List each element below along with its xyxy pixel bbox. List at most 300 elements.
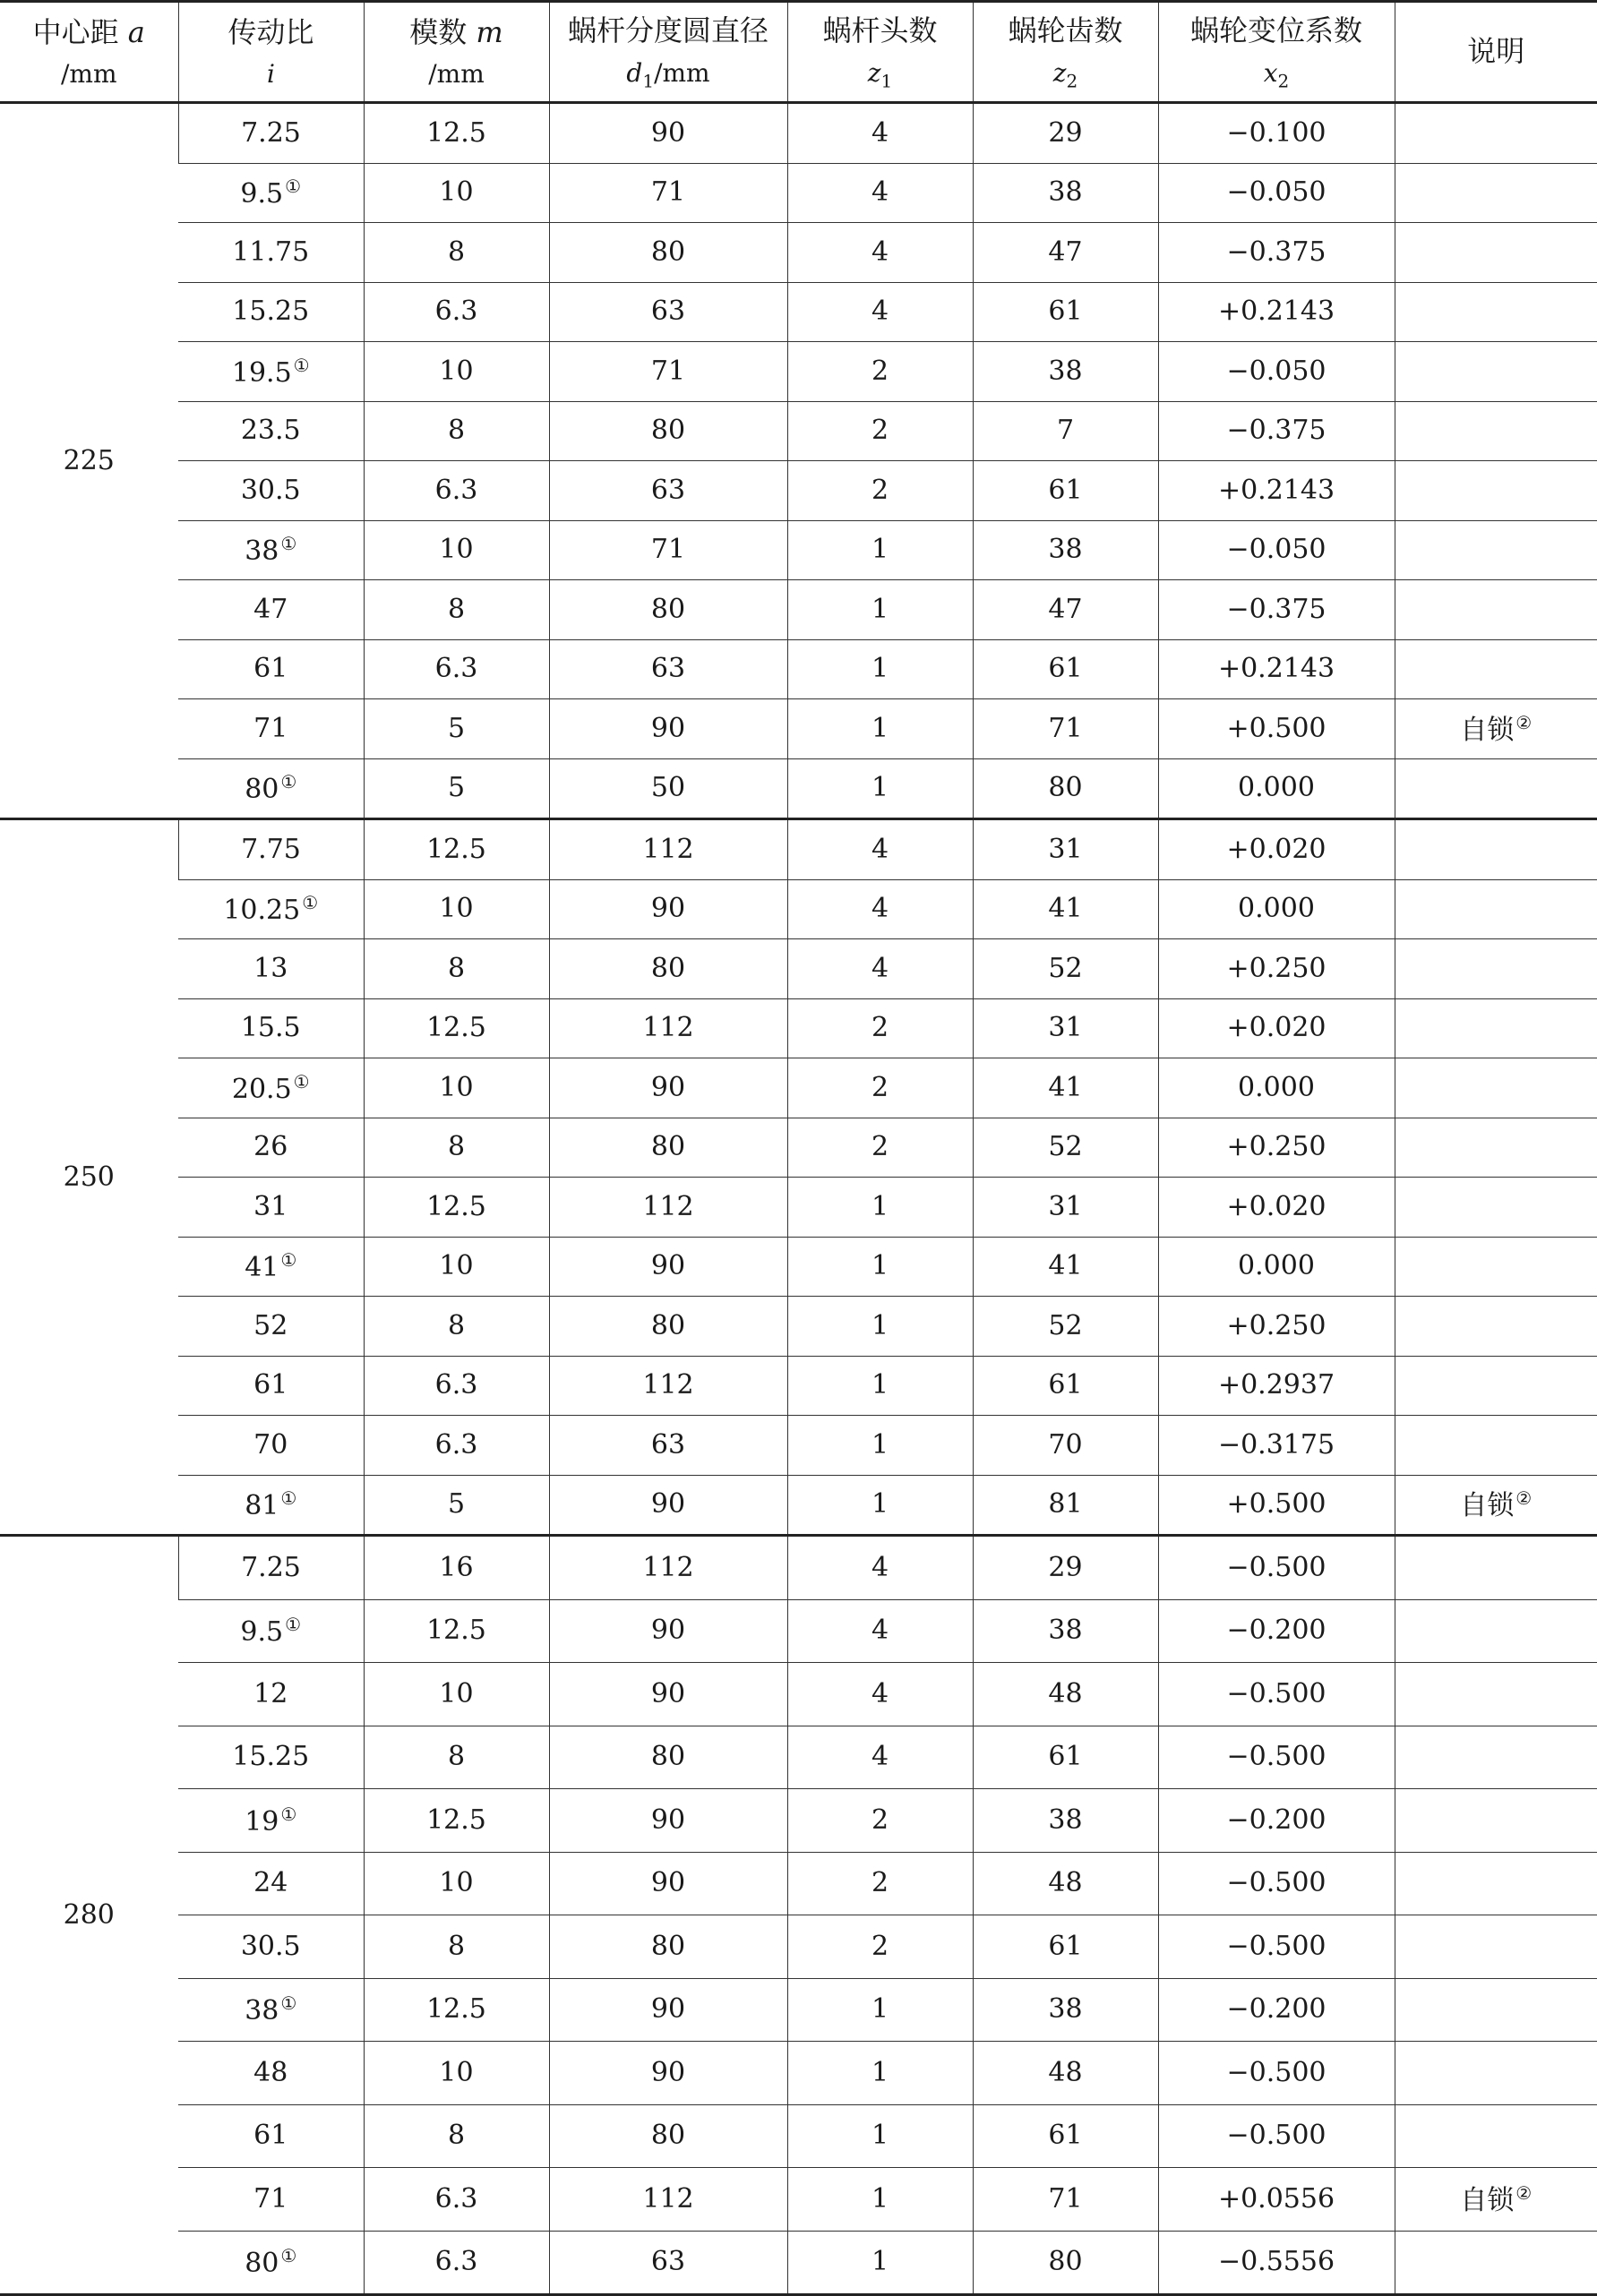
footnote-marker-2: ② <box>1515 1487 1533 1510</box>
footnote-marker-1: ① <box>280 1249 297 1272</box>
module-cell: 10 <box>364 163 549 223</box>
remarks-cell <box>1395 1118 1597 1178</box>
worm-diameter-cell: 50 <box>549 758 787 819</box>
table-row <box>0 1726 1597 1789</box>
footnote-marker-2: ② <box>1515 2181 1533 2204</box>
worm-starts-cell: 1 <box>787 2042 973 2105</box>
remarks-cell <box>1395 1663 1597 1726</box>
module-cell: 10 <box>364 342 549 402</box>
table-row <box>0 1915 1597 1979</box>
wheel-teeth-cell: 61 <box>973 461 1158 521</box>
header-wheel-teeth: 蜗轮齿数 $z_2$ <box>973 2 1158 103</box>
ratio-cell <box>178 580 364 640</box>
table-row <box>0 2104 1597 2168</box>
wheel-teeth-cell: 61 <box>973 282 1158 342</box>
worm-starts-cell: 2 <box>787 1058 973 1118</box>
worm-diameter-cell: 112 <box>549 819 787 880</box>
ratio-cell <box>178 1915 364 1979</box>
worm-starts-cell: 1 <box>787 2104 973 2168</box>
wheel-teeth-cell: 31 <box>973 1178 1158 1238</box>
worm-diameter-cell: 63 <box>549 2231 787 2295</box>
shift-coefficient-cell: +0.2143 <box>1158 639 1395 699</box>
ratio-cell <box>178 1475 364 1536</box>
shift-coefficient-cell: +0.250 <box>1158 1297 1395 1357</box>
module-cell: 12.5 <box>364 1789 549 1853</box>
module-cell: 8 <box>364 939 549 999</box>
shift-coefficient-cell: −0.375 <box>1158 401 1395 461</box>
shift-coefficient-cell: +0.020 <box>1158 998 1395 1058</box>
remarks-cell <box>1395 939 1597 999</box>
module-cell: 6.3 <box>364 1416 549 1476</box>
wheel-teeth-cell: 48 <box>973 1852 1158 1915</box>
ratio-cell <box>178 1663 364 1726</box>
wheel-teeth-cell: 52 <box>973 1297 1158 1357</box>
ratio-value: 30.5 <box>240 1930 301 1962</box>
remarks-cell <box>1395 758 1597 819</box>
wheel-teeth-cell: 80 <box>973 2231 1158 2295</box>
ratio-cell <box>178 639 364 699</box>
module-cell: 12.5 <box>364 998 549 1058</box>
header-worm-starts: 蜗杆头数 $z_1$ <box>787 2 973 103</box>
module-cell: 5 <box>364 758 549 819</box>
footnote-marker-1: ① <box>293 354 310 376</box>
remarks-cell <box>1395 1297 1597 1357</box>
ratio-value: 47 <box>253 593 288 625</box>
table-row <box>0 1118 1597 1178</box>
module-cell: 6.3 <box>364 1356 549 1416</box>
wheel-teeth-cell: 52 <box>973 1118 1158 1178</box>
table-row <box>0 223 1597 283</box>
footnote-marker-1: ① <box>280 2245 297 2267</box>
remarks-cell <box>1395 163 1597 223</box>
ratio-cell <box>178 758 364 819</box>
shift-coefficient-cell: −0.050 <box>1158 163 1395 223</box>
shift-coefficient-cell: +0.2937 <box>1158 1356 1395 1416</box>
module-cell: 8 <box>364 1297 549 1357</box>
wheel-teeth-cell: 61 <box>973 1915 1158 1979</box>
worm-starts-cell: 1 <box>787 2168 973 2232</box>
module-cell: 8 <box>364 401 549 461</box>
module-cell: 12.5 <box>364 1978 549 2042</box>
ratio-value: 19 <box>245 1805 279 1838</box>
ratio-cell <box>178 1237 364 1297</box>
table-row <box>0 520 1597 580</box>
footnote-marker-1: ① <box>280 1487 297 1510</box>
worm-starts-cell: 2 <box>787 1789 973 1853</box>
header-wheel-shift-coefficient: 蜗轮变位系数 $x_2$ <box>1158 2 1395 103</box>
worm-diameter-cell: 112 <box>549 1356 787 1416</box>
shift-coefficient-cell: −0.200 <box>1158 1789 1395 1853</box>
table-row <box>0 342 1597 402</box>
ratio-value: 13 <box>253 952 288 984</box>
table-row <box>0 2168 1597 2232</box>
table-row <box>0 1356 1597 1416</box>
shift-coefficient-cell: −0.500 <box>1158 1536 1395 1600</box>
wheel-teeth-cell: 47 <box>973 580 1158 640</box>
worm-starts-cell: 2 <box>787 998 973 1058</box>
shift-coefficient-cell: +0.250 <box>1158 1118 1395 1178</box>
worm-starts-cell: 1 <box>787 1237 973 1297</box>
ratio-cell <box>178 1118 364 1178</box>
ratio-value: 7.25 <box>241 1551 301 1583</box>
ratio-cell <box>178 1297 364 1357</box>
header-remarks: 说明 <box>1395 2 1597 103</box>
ratio-cell <box>178 520 364 580</box>
worm-diameter-cell: 80 <box>549 580 787 640</box>
worm-diameter-cell: 90 <box>549 1237 787 1297</box>
table-row <box>0 1536 1597 1600</box>
worm-starts-cell: 1 <box>787 1356 973 1416</box>
footnote-marker-2: ② <box>1515 711 1533 733</box>
ratio-value: 70 <box>253 1428 288 1461</box>
remarks-cell <box>1395 282 1597 342</box>
ratio-cell <box>178 2231 364 2295</box>
center-distance-cell: 280 <box>0 1536 178 2295</box>
table-row <box>0 998 1597 1058</box>
footnote-marker-1: ① <box>280 1992 297 2015</box>
ratio-value: 61 <box>253 1369 288 1401</box>
ratio-value: 31 <box>253 1190 288 1222</box>
worm-starts-cell: 1 <box>787 2231 973 2295</box>
ratio-value: 26 <box>253 1131 288 1163</box>
shift-coefficient-cell: +0.2143 <box>1158 461 1395 521</box>
worm-starts-cell: 2 <box>787 1852 973 1915</box>
remarks-cell <box>1395 1852 1597 1915</box>
worm-starts-cell: 4 <box>787 1536 973 1600</box>
worm-diameter-cell: 80 <box>549 1726 787 1789</box>
table-row <box>0 639 1597 699</box>
remarks-cell <box>1395 1789 1597 1853</box>
remarks-cell <box>1395 1237 1597 1297</box>
worm-starts-cell: 2 <box>787 401 973 461</box>
ratio-value: 38 <box>245 535 279 568</box>
remarks-cell <box>1395 103 1597 164</box>
worm-starts-cell: 4 <box>787 282 973 342</box>
worm-diameter-cell: 90 <box>549 1852 787 1915</box>
wheel-teeth-cell: 61 <box>973 1726 1158 1789</box>
module-cell: 16 <box>364 1536 549 1600</box>
ratio-value: 81 <box>245 1490 279 1522</box>
remarks-cell <box>1395 1058 1597 1118</box>
ratio-cell <box>178 1789 364 1853</box>
table-row <box>0 1237 1597 1297</box>
worm-diameter-cell: 80 <box>549 401 787 461</box>
ratio-cell <box>178 1978 364 2042</box>
shift-coefficient-cell: +0.500 <box>1158 1475 1395 1536</box>
worm-diameter-cell: 90 <box>549 1978 787 2042</box>
ratio-cell <box>178 2104 364 2168</box>
group-225 <box>0 103 1597 819</box>
wheel-teeth-cell: 7 <box>973 401 1158 461</box>
module-cell: 6.3 <box>364 2168 549 2232</box>
footnote-marker-1: ① <box>280 533 297 555</box>
shift-coefficient-cell: −0.050 <box>1158 520 1395 580</box>
table-row <box>0 699 1597 759</box>
module-cell: 8 <box>364 1726 549 1789</box>
table-row <box>0 282 1597 342</box>
shift-coefficient-cell: +0.0556 <box>1158 2168 1395 2232</box>
remarks-cell <box>1395 879 1597 939</box>
wheel-teeth-cell: 48 <box>973 1663 1158 1726</box>
header-center-distance: 中心距 a /mm <box>0 2 178 103</box>
wheel-teeth-cell: 38 <box>973 1599 1158 1663</box>
remarks-cell <box>1395 2231 1597 2295</box>
remarks-cell <box>1395 819 1597 880</box>
ratio-value: 15.25 <box>232 1741 310 1773</box>
worm-diameter-cell: 112 <box>549 2168 787 2232</box>
wheel-teeth-cell: 81 <box>973 1475 1158 1536</box>
shift-coefficient-cell: +0.500 <box>1158 699 1395 759</box>
wheel-teeth-cell: 41 <box>973 1058 1158 1118</box>
worm-diameter-cell: 90 <box>549 1599 787 1663</box>
ratio-cell <box>178 1536 364 1600</box>
table-row <box>0 1178 1597 1238</box>
table-row <box>0 1058 1597 1118</box>
header-module: 模数 m /mm <box>364 2 549 103</box>
worm-starts-cell: 4 <box>787 223 973 283</box>
module-cell: 8 <box>364 580 549 640</box>
ratio-cell <box>178 1058 364 1118</box>
worm-starts-cell: 4 <box>787 819 973 880</box>
worm-diameter-cell: 80 <box>549 1915 787 1979</box>
remarks-cell <box>1395 1475 1597 1536</box>
wheel-teeth-cell: 71 <box>973 699 1158 759</box>
module-cell: 8 <box>364 1915 549 1979</box>
shift-coefficient-cell: −0.3175 <box>1158 1416 1395 1476</box>
wheel-teeth-cell: 48 <box>973 2042 1158 2105</box>
shift-coefficient-cell: +0.2143 <box>1158 282 1395 342</box>
ratio-value: 48 <box>253 2056 288 2088</box>
module-cell: 10 <box>364 1852 549 1915</box>
module-cell: 10 <box>364 1237 549 1297</box>
table-row <box>0 819 1597 880</box>
ratio-value: 80 <box>245 2248 279 2280</box>
module-cell: 5 <box>364 699 549 759</box>
ratio-cell <box>178 2168 364 2232</box>
module-cell: 10 <box>364 2042 549 2105</box>
ratio-value: 41 <box>245 1252 279 1284</box>
table-row <box>0 1789 1597 1853</box>
footnote-marker-1: ① <box>280 771 297 793</box>
remarks-cell <box>1395 639 1597 699</box>
table-row <box>0 163 1597 223</box>
module-cell: 8 <box>364 223 549 283</box>
remarks-cell <box>1395 1978 1597 2042</box>
header-ratio: 传动比 i <box>178 2 364 103</box>
remarks-cell <box>1395 401 1597 461</box>
remarks-cell <box>1395 342 1597 402</box>
footnote-marker-1: ① <box>285 1614 302 1636</box>
shift-coefficient-cell: −0.500 <box>1158 1726 1395 1789</box>
worm-starts-cell: 2 <box>787 1118 973 1178</box>
worm-diameter-cell: 112 <box>549 998 787 1058</box>
worm-diameter-cell: 80 <box>549 2104 787 2168</box>
ratio-cell <box>178 1599 364 1663</box>
remarks-cell <box>1395 2104 1597 2168</box>
remarks-cell <box>1395 1726 1597 1789</box>
remarks-cell <box>1395 1915 1597 1979</box>
ratio-value: 11.75 <box>232 236 310 268</box>
ratio-cell <box>178 879 364 939</box>
remarks-cell <box>1395 2168 1597 2232</box>
group-280 <box>0 1536 1597 2295</box>
worm-starts-cell: 4 <box>787 1599 973 1663</box>
ratio-value: 38 <box>245 1995 279 2027</box>
ratio-value: 52 <box>253 1309 288 1341</box>
wheel-teeth-cell: 38 <box>973 1789 1158 1853</box>
remarks-cell <box>1395 1356 1597 1416</box>
wheel-teeth-cell: 70 <box>973 1416 1158 1476</box>
module-cell: 10 <box>364 1663 549 1726</box>
worm-starts-cell: 1 <box>787 520 973 580</box>
module-cell: 10 <box>364 1058 549 1118</box>
worm-diameter-cell: 112 <box>549 1536 787 1600</box>
ratio-cell <box>178 342 364 402</box>
wheel-teeth-cell: 61 <box>973 1356 1158 1416</box>
worm-diameter-cell: 71 <box>549 163 787 223</box>
worm-diameter-cell: 71 <box>549 342 787 402</box>
worm-starts-cell: 1 <box>787 1178 973 1238</box>
wheel-teeth-cell: 41 <box>973 1237 1158 1297</box>
ratio-cell <box>178 939 364 999</box>
ratio-value: 61 <box>253 653 288 685</box>
shift-coefficient-cell: −0.375 <box>1158 223 1395 283</box>
ratio-value: 71 <box>253 712 288 744</box>
worm-diameter-cell: 90 <box>549 1663 787 1726</box>
module-cell: 12.5 <box>364 1178 549 1238</box>
ratio-value: 71 <box>253 2182 288 2215</box>
module-cell: 6.3 <box>364 461 549 521</box>
module-cell: 5 <box>364 1475 549 1536</box>
group-250 <box>0 819 1597 1536</box>
worm-diameter-cell: 90 <box>549 699 787 759</box>
shift-coefficient-cell: −0.500 <box>1158 1663 1395 1726</box>
self-locking-note: 自锁 <box>1460 714 1515 746</box>
self-locking-note: 自锁 <box>1460 1490 1515 1522</box>
remarks-cell <box>1395 1599 1597 1663</box>
wheel-teeth-cell: 38 <box>973 1978 1158 2042</box>
worm-starts-cell: 1 <box>787 639 973 699</box>
worm-diameter-cell: 63 <box>549 1416 787 1476</box>
shift-coefficient-cell: 0.000 <box>1158 758 1395 819</box>
worm-diameter-cell: 90 <box>549 1475 787 1536</box>
worm-diameter-cell: 90 <box>549 879 787 939</box>
module-cell: 6.3 <box>364 282 549 342</box>
ratio-cell <box>178 819 364 880</box>
ratio-value: 7.75 <box>241 833 301 865</box>
table-row <box>0 2042 1597 2105</box>
shift-coefficient-cell: +0.250 <box>1158 939 1395 999</box>
worm-diameter-cell: 80 <box>549 223 787 283</box>
module-cell: 10 <box>364 520 549 580</box>
ratio-value: 15.25 <box>232 296 310 328</box>
wheel-teeth-cell: 61 <box>973 2104 1158 2168</box>
module-cell: 12.5 <box>364 103 549 164</box>
table-row <box>0 939 1597 999</box>
worm-diameter-cell: 90 <box>549 2042 787 2105</box>
module-cell: 10 <box>364 879 549 939</box>
table-row <box>0 1297 1597 1357</box>
table-row <box>0 1416 1597 1476</box>
self-locking-note: 自锁 <box>1460 2184 1515 2216</box>
remarks-cell <box>1395 1416 1597 1476</box>
remarks-cell <box>1395 998 1597 1058</box>
ratio-value: 19.5 <box>231 356 292 389</box>
worm-diameter-cell: 90 <box>549 1058 787 1118</box>
module-cell: 6.3 <box>364 639 549 699</box>
table-row <box>0 1978 1597 2042</box>
worm-diameter-cell: 63 <box>549 461 787 521</box>
wheel-teeth-cell: 31 <box>973 998 1158 1058</box>
wheel-teeth-cell: 80 <box>973 758 1158 819</box>
table-row <box>0 2231 1597 2295</box>
wheel-teeth-cell: 31 <box>973 819 1158 880</box>
worm-starts-cell: 4 <box>787 879 973 939</box>
module-cell: 8 <box>364 2104 549 2168</box>
worm-starts-cell: 1 <box>787 580 973 640</box>
ratio-value: 23.5 <box>240 415 301 447</box>
ratio-value: 20.5 <box>231 1073 292 1105</box>
wheel-teeth-cell: 38 <box>973 342 1158 402</box>
ratio-cell <box>178 223 364 283</box>
shift-coefficient-cell: −0.100 <box>1158 103 1395 164</box>
ratio-cell <box>178 998 364 1058</box>
wheel-teeth-cell: 41 <box>973 879 1158 939</box>
ratio-value: 24 <box>253 1867 288 1899</box>
remarks-cell <box>1395 520 1597 580</box>
worm-diameter-cell: 63 <box>549 282 787 342</box>
ratio-cell <box>178 1416 364 1476</box>
table-row <box>0 461 1597 521</box>
worm-starts-cell: 2 <box>787 461 973 521</box>
worm-starts-cell: 4 <box>787 103 973 164</box>
worm-starts-cell: 1 <box>787 1978 973 2042</box>
worm-diameter-cell: 71 <box>549 520 787 580</box>
wheel-teeth-cell: 29 <box>973 1536 1158 1600</box>
shift-coefficient-cell: −0.050 <box>1158 342 1395 402</box>
ratio-value: 12 <box>253 1677 288 1709</box>
wheel-teeth-cell: 38 <box>973 163 1158 223</box>
table-row <box>0 1663 1597 1726</box>
worm-diameter-cell: 80 <box>549 1297 787 1357</box>
ratio-value: 30.5 <box>240 474 301 506</box>
worm-diameter-cell: 90 <box>549 1789 787 1853</box>
footnote-marker-1: ① <box>302 892 319 914</box>
ratio-cell <box>178 1726 364 1789</box>
shift-coefficient-cell: −0.500 <box>1158 2104 1395 2168</box>
ratio-value: 15.5 <box>240 1012 301 1044</box>
worm-starts-cell: 1 <box>787 699 973 759</box>
worm-starts-cell: 4 <box>787 1663 973 1726</box>
table-row <box>0 580 1597 640</box>
ratio-cell <box>178 401 364 461</box>
module-cell: 8 <box>364 1118 549 1178</box>
footnote-marker-1: ① <box>280 1803 297 1825</box>
header-row <box>0 2 1597 103</box>
table-row <box>0 758 1597 819</box>
table-row <box>0 401 1597 461</box>
shift-coefficient-cell: +0.020 <box>1158 819 1395 880</box>
ratio-cell <box>178 103 364 164</box>
wheel-teeth-cell: 52 <box>973 939 1158 999</box>
module-cell: 12.5 <box>364 1599 549 1663</box>
shift-coefficient-cell: −0.375 <box>1158 580 1395 640</box>
remarks-cell <box>1395 580 1597 640</box>
worm-starts-cell: 1 <box>787 1475 973 1536</box>
center-distance-cell: 225 <box>0 103 178 819</box>
worm-starts-cell: 1 <box>787 758 973 819</box>
ratio-value: 7.25 <box>241 116 301 149</box>
